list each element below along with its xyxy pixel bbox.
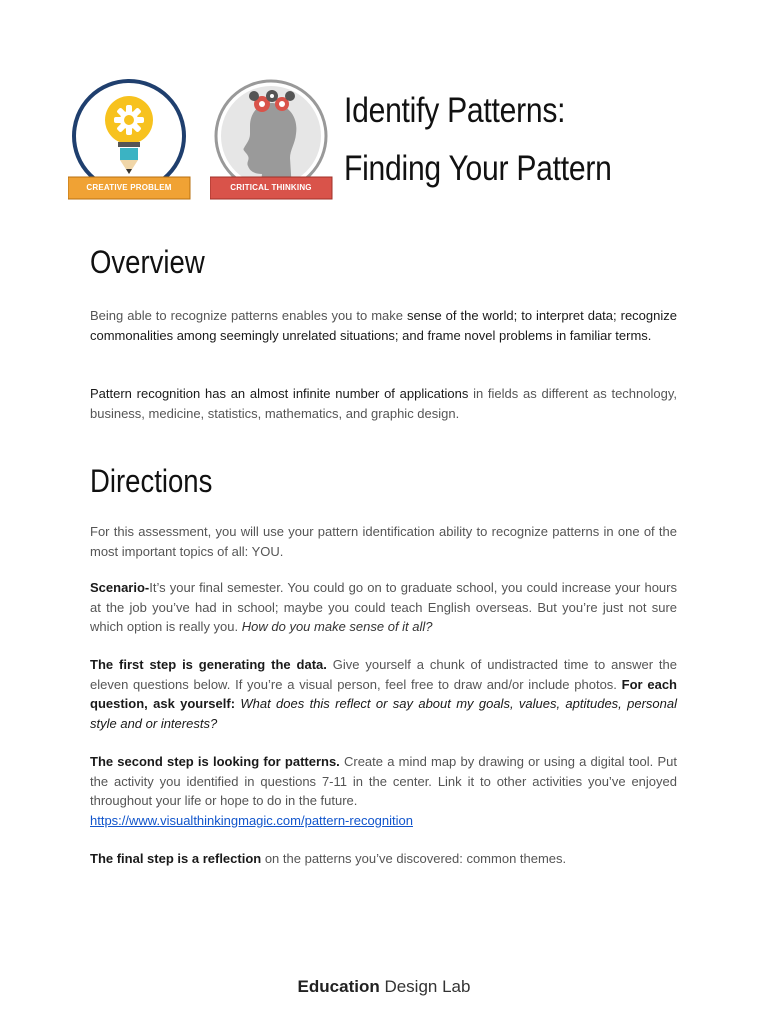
step-2-text: Create a mind map by drawing or using a digital tool. Put the activity you identified in questions 7-11 in the center. Link it to other activities you’ve enjoyed throughout your life or hope to do in the future. <box>90 754 677 808</box>
critical-badge-label: CRITICAL THINKING <box>230 183 312 192</box>
directions-intro: For this assessment, you will use your pattern identification ability to recognize patterns in one of the most important topics of all: YOU. <box>90 524 677 559</box>
scenario-paragraph <box>90 578 677 637</box>
scenario-text: It’s your final semester. You could go on to graduate school, you could increase your hours at the job you’ve had in school; maybe you could teach English overseas. But you’re just not sure which option is really you. <box>90 580 677 634</box>
step-3-paragraph <box>90 849 677 869</box>
footer-brand <box>0 977 768 997</box>
pattern-recognition-link[interactable]: https://www.visualthinkingmagic.com/pattern-recognition <box>90 812 413 828</box>
step-2-paragraph <box>90 752 677 830</box>
scenario-label: Scenario- <box>90 580 150 595</box>
step-2-label: The second step is looking for patterns. <box>90 754 340 769</box>
overview-p1-a: Being able to recognize patterns enables you to make <box>90 308 407 323</box>
overview-p2-a: Pattern recognition has an almost infinite number of applications <box>90 386 469 401</box>
scenario-question: How do you make sense of it all? <box>241 619 433 634</box>
overview-p2-b: in fields as different as technology, business, medicine, statistics, mathematics, and graphic design. <box>90 386 677 421</box>
overview-p1-b: sense of the world; to interpret data; recognize commonalities among seemingly unrelated situations; and frame novel problems in familiar terms. <box>90 308 677 343</box>
step-1-label: The first step is generating the data. <box>90 657 327 672</box>
directions-heading: Directions <box>90 463 213 499</box>
creative-problem-solving-badge <box>68 78 192 214</box>
overview-paragraph-2 <box>90 384 677 423</box>
title-line-1: Identify Patterns: <box>344 91 566 130</box>
step-1-question: What does this reflect or say about my goals, values, aptitudes, personal style and or interests? <box>90 696 677 731</box>
step-1-paragraph <box>90 655 677 733</box>
step-1-ask: For each question, ask yourself: <box>90 676 677 711</box>
footer-brand-rest: Design Lab <box>379 977 471 996</box>
step-3-label: The final step is a reflection <box>90 851 262 866</box>
footer-brand-bold: Education <box>297 977 380 996</box>
critical-thinking-badge <box>210 78 334 202</box>
step-3-text: on the patterns you’ve discovered: common themes. <box>261 851 567 866</box>
overview-heading: Overview <box>90 244 205 280</box>
page-title <box>344 82 688 198</box>
title-line-2: Finding Your Pattern <box>344 149 612 188</box>
overview-paragraph-1 <box>90 306 677 345</box>
step-1-text: Give yourself a chunk of undistracted time to answer the eleven questions below. If you’re a visual person, feel free to draw and/or include photos. <box>90 657 677 692</box>
creative-badge-label: CREATIVE PROBLEM SOLVING <box>86 183 172 214</box>
